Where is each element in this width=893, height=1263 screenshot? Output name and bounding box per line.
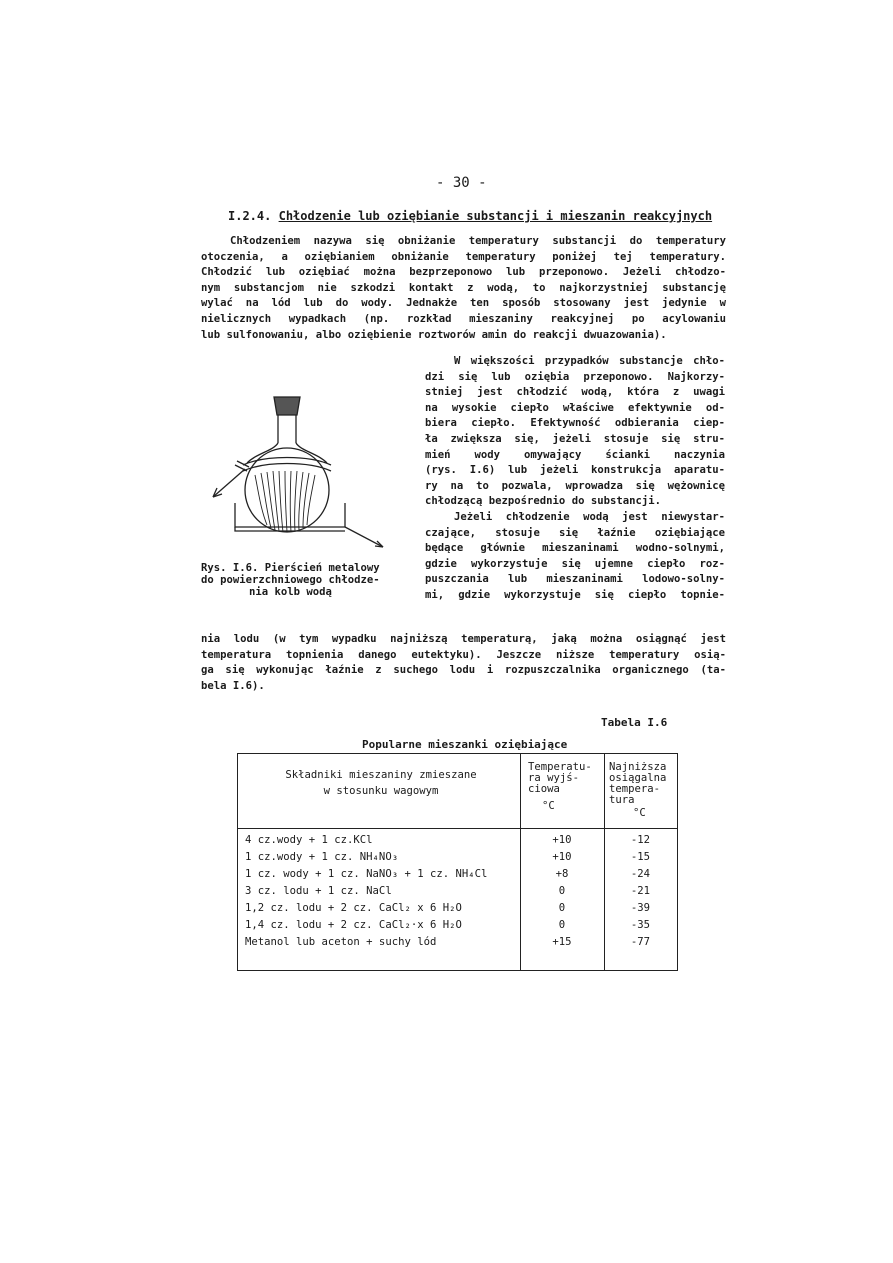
text-line: mień wody omywający ścianki naczynia: [425, 448, 725, 461]
text-line: temperatura topnienia danego eutektyku). Jeszcze niższe temperatury osią-: [201, 648, 726, 661]
text-line: Chłodzić lub oziębiać można bezprzeponowo lub przeponowo. Jeżeli chłodzo-: [201, 266, 726, 279]
cell-start-temp: +10: [552, 834, 572, 846]
text-line: ła zwiększa się, jeżeli stosuje się stru-: [425, 432, 725, 445]
text-line: Jeżeli chłodzenie wodą jest niewystar-: [454, 510, 725, 523]
cell-mixture: Metanol lub aceton + suchy lód: [245, 936, 437, 948]
text-line: nym substancjom nie szkodzi kontakt z wodą, to najkorzystniej substancję: [201, 281, 726, 294]
header-min-temp: [609, 762, 666, 819]
text-line: gdzie wykorzystuje się ujemne ciepło roz-: [425, 557, 725, 570]
header-line: Składniki mieszaniny zmieszane: [285, 769, 477, 781]
text-line: ga się wykonując łaźnie z suchego lodu i rozpuszczalnika organicznego (ta-: [201, 664, 726, 677]
header-line: osiągalna: [609, 772, 667, 784]
text-line: puszczania lub mieszaninami lodowo-solny-: [425, 573, 725, 586]
table-row: [238, 851, 677, 867]
cell-start-temp: +10: [552, 851, 572, 863]
paragraph-intro: [201, 234, 726, 343]
cell-min-temp: -77: [630, 936, 651, 948]
header-line: tempera-: [609, 783, 661, 795]
cell-min-temp: -24: [630, 868, 651, 880]
page-number: - 30 -: [436, 175, 487, 191]
flask-cooling-ring-figure: [205, 385, 405, 555]
cooling-mixtures-table: [237, 753, 678, 971]
header-line: ciowa: [528, 783, 560, 795]
cell-mixture: 1,4 cz. lodu + 2 cz. CaCl₂·x 6 H₂O: [245, 919, 462, 931]
cell-start-temp: 0: [558, 902, 566, 914]
table-row: [238, 834, 677, 850]
cell-mixture: 1 cz. wody + 1 cz. NaNO₃ + 1 cz. NH₄Cl: [245, 868, 488, 880]
text-line: chłodzącą bezpośrednio do substancji.: [425, 495, 661, 508]
header-start-temp: [528, 762, 592, 812]
text-line: Chłodzeniem nazywa się obniżanie temperatury substancji do temperatury: [230, 235, 726, 247]
header-line: ra wyjś-: [528, 772, 580, 784]
table-header-divider: [238, 828, 677, 829]
header-line: °C: [542, 800, 555, 812]
text-line: nia lodu (w tym wypadku najniższą temperaturą, jaką można osiągnąć jest: [201, 633, 726, 645]
table-row: [238, 868, 677, 884]
text-line: W większości przypadków substancje chło-: [454, 355, 725, 367]
text-line: stniej jest chłodzić wodą, która z uwagi: [425, 386, 725, 399]
header-line: Najniższa: [609, 761, 667, 773]
caption-line: do powierzchniowego chłodze-: [201, 574, 380, 586]
text-line: wylać na lód lub do wody. Jednakże ten sposób stosowany jest jedynie w: [201, 297, 726, 310]
text-line: nielicznych wypadkach (np. rozkład mieszaniny reakcyjnej po acylowaniu: [201, 312, 726, 325]
section-heading: [228, 209, 712, 223]
table-title: Popularne mieszanki oziębiające: [362, 738, 568, 751]
cell-start-temp: 0: [558, 919, 566, 931]
header-line: w stosunku wagowym: [323, 785, 439, 797]
header-line: °C: [633, 807, 646, 819]
flask-neck: [278, 415, 296, 443]
section-number: I.2.4.: [228, 209, 272, 223]
cell-min-temp: -15: [630, 851, 651, 863]
text-line: ry na to pozwala, wprowadza się wężownicę: [425, 479, 725, 492]
paragraph-continued: [201, 632, 726, 694]
header-line: Temperatu-: [528, 761, 592, 773]
inflow-arrow: [213, 469, 245, 497]
text-line: biera ciepło. Efektywność odbierania ciep-: [425, 417, 725, 430]
table-row: [238, 936, 677, 952]
table-row: [238, 885, 677, 901]
caption-line: nia kolb wodą: [249, 586, 332, 598]
caption-line: Rys. I.6. Pierścień metalowy: [201, 562, 380, 574]
cell-start-temp: 0: [558, 885, 566, 897]
cell-min-temp: -39: [630, 902, 651, 914]
paragraph-column: [425, 354, 725, 604]
cell-start-temp: +8: [555, 868, 569, 880]
water-stream-lines: [255, 471, 315, 532]
text-line: mi, gdzie wykorzystuje się ciepło topnie-: [425, 588, 725, 601]
table-row: [238, 919, 677, 935]
flask-stopper: [274, 397, 300, 415]
text-line: bela I.6).: [201, 679, 265, 692]
cell-mixture: 1,2 cz. lodu + 2 cz. CaCl₂ x 6 H₂O: [245, 902, 462, 914]
table-row: [238, 902, 677, 918]
cell-min-temp: -35: [630, 919, 651, 931]
figure-caption: [201, 562, 380, 598]
text-line: (rys. I.6) lub jeżeli konstrukcja aparatu-: [425, 464, 725, 477]
header-components: [256, 770, 506, 797]
header-line: tura: [609, 794, 635, 806]
text-line: czające, stosuje się łaźnie oziębiające: [425, 526, 725, 539]
text-line: będące głównie mieszaninami wodno-solnymi,: [425, 542, 725, 555]
text-line: dzi się lub oziębia przeponowo. Najkorzy-: [425, 370, 725, 383]
table-label: Tabela I.6: [601, 716, 668, 729]
section-title: Chłodzenie lub oziębianie substancji i mieszanin reakcyjnych: [278, 209, 713, 223]
cell-min-temp: -21: [630, 885, 651, 897]
cell-start-temp: +15: [552, 936, 572, 948]
text-line: otoczenia, a oziębianiem obniżanie temperatury poniżej tej temperatury.: [201, 250, 726, 263]
cell-mixture: 3 cz. lodu + 1 cz. NaCl: [245, 885, 392, 897]
cell-mixture: 4 cz.wody + 1 cz.KCl: [245, 834, 373, 846]
cell-min-temp: -12: [630, 834, 651, 846]
cell-mixture: 1 cz.wody + 1 cz. NH₄NO₃: [245, 851, 399, 863]
outflow-arrow: [345, 527, 383, 547]
text-line: lub sulfonowaniu, albo oziębienie roztworów amin do reakcji dwuazowania).: [201, 328, 667, 341]
text-line: na wysokie ciepło właściwe efektywnie od-: [425, 401, 725, 414]
